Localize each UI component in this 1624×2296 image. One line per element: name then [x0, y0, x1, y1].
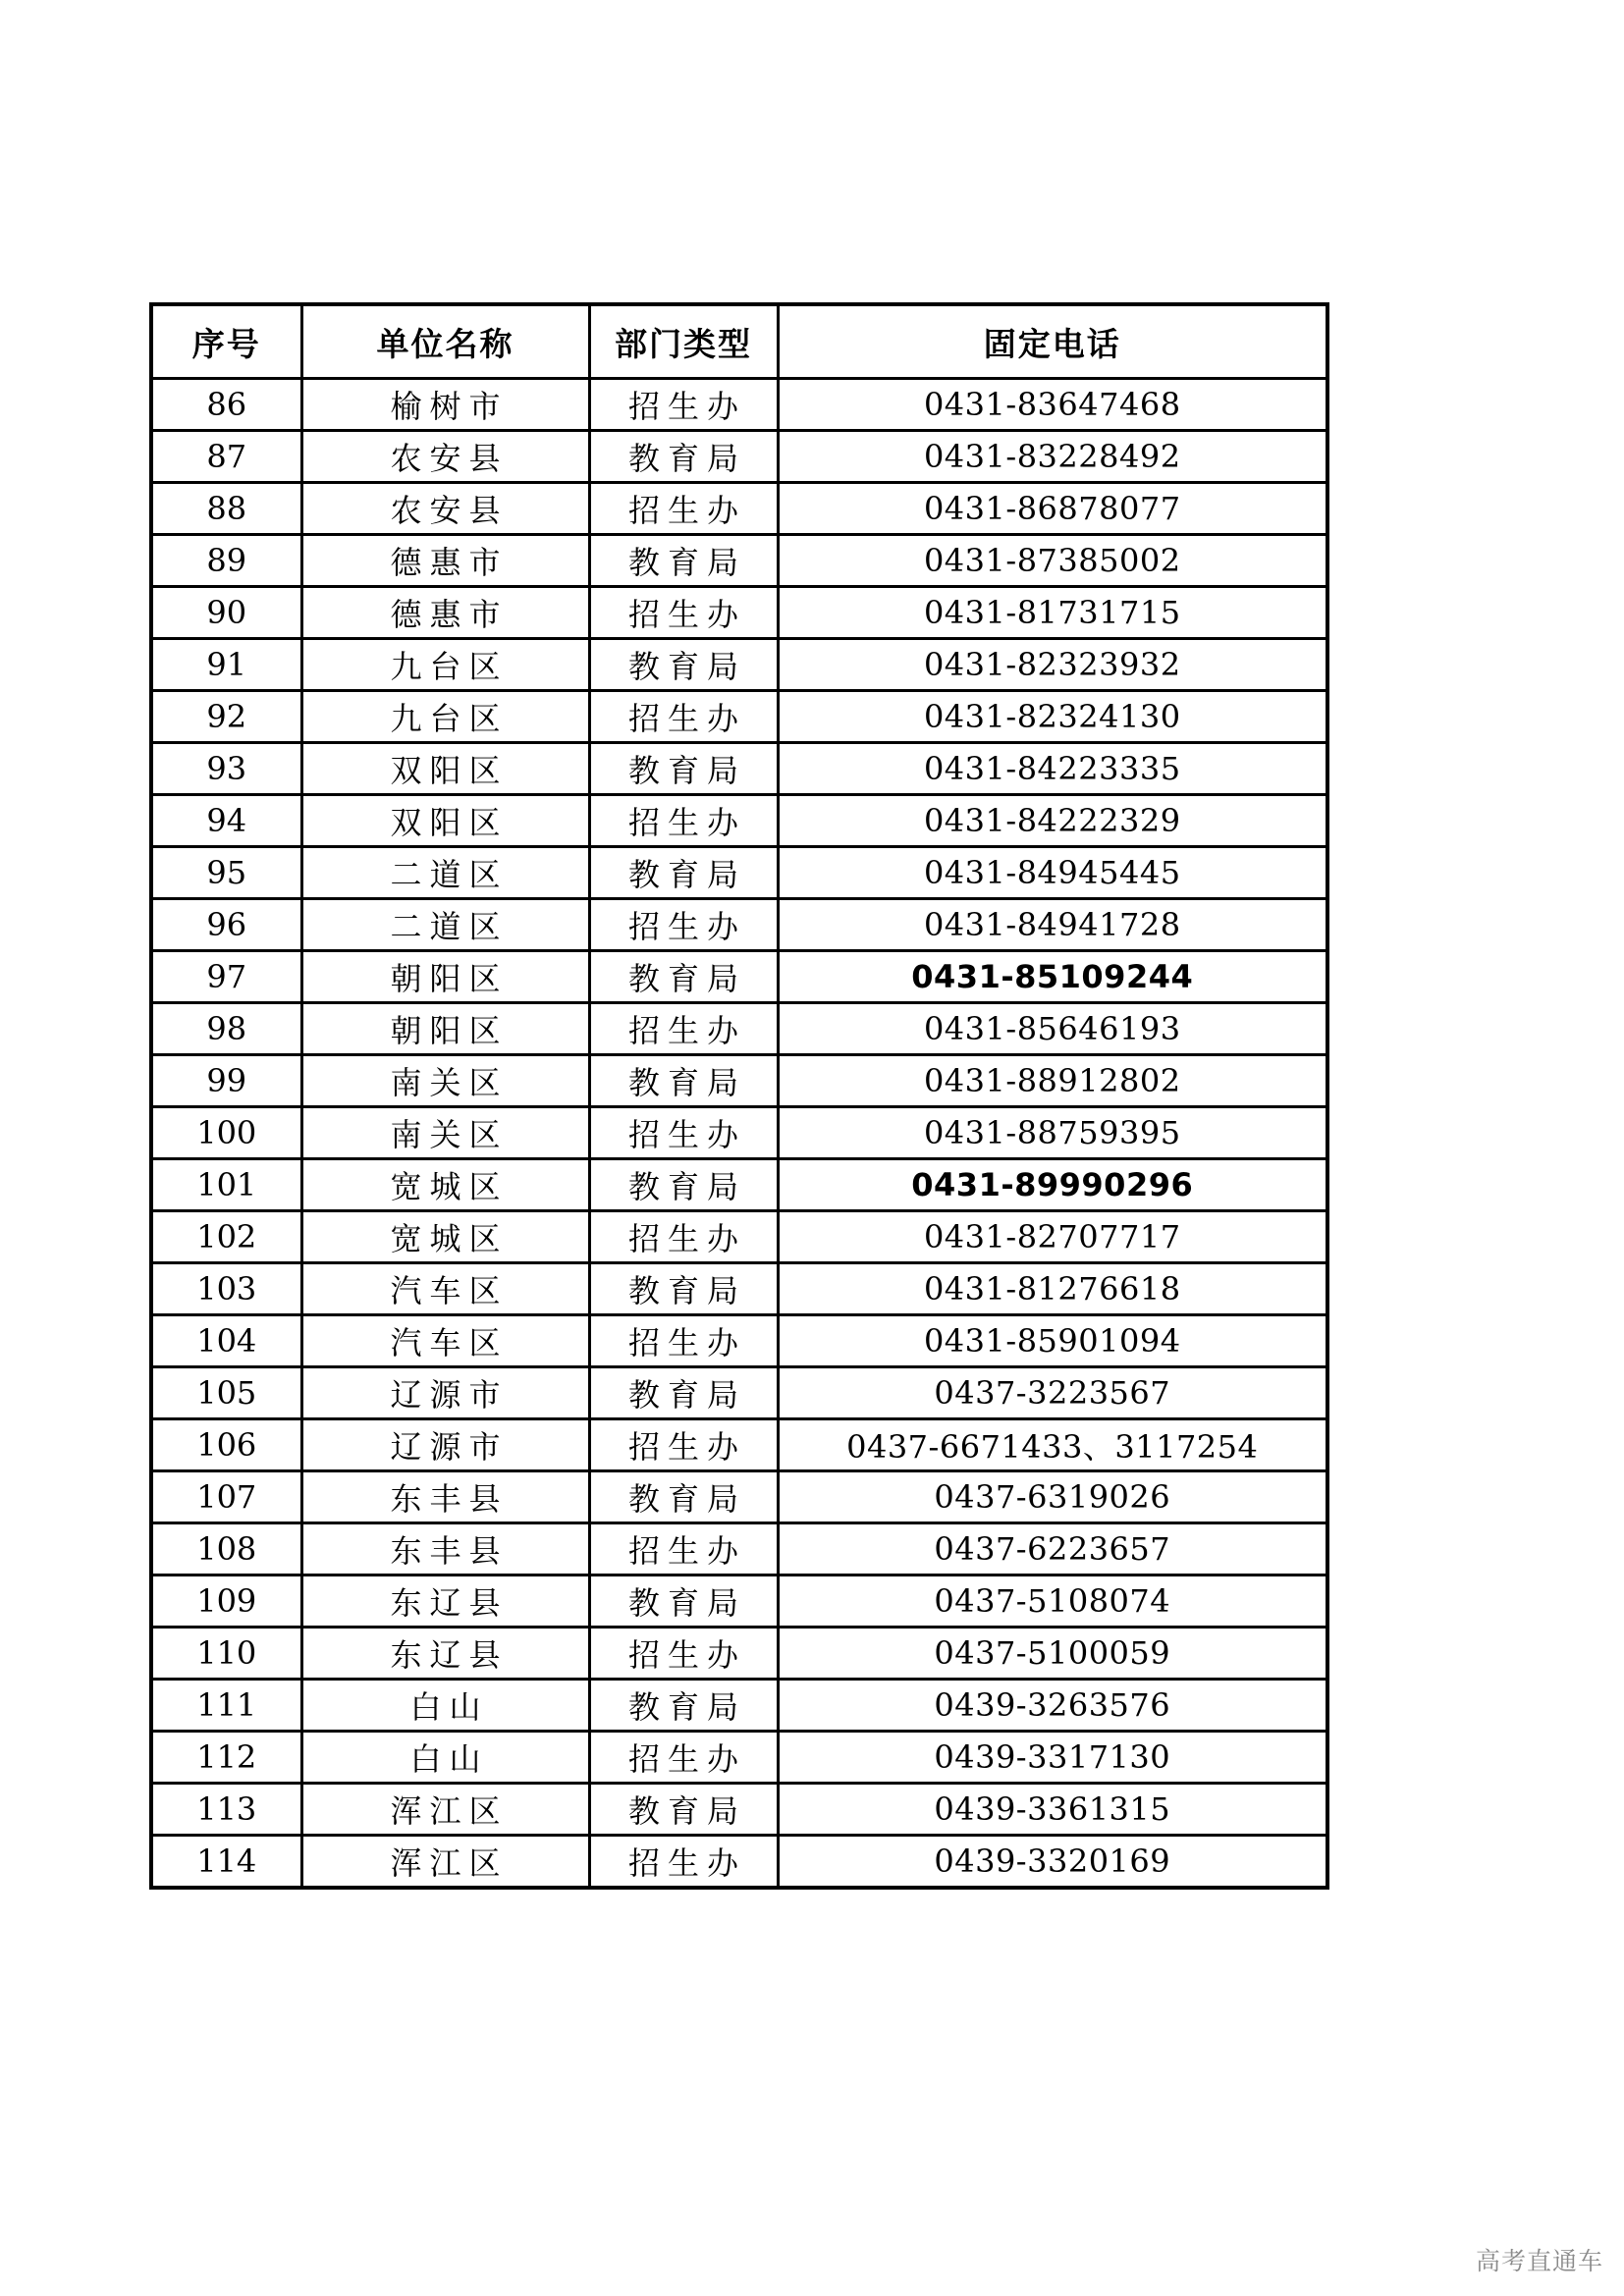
- table-row: [151, 483, 1327, 535]
- row-index: 111: [151, 1680, 301, 1732]
- row-dept-type: 招生办: [589, 1732, 778, 1784]
- table-row: [151, 1107, 1327, 1159]
- row-unit-name: 双阳区: [301, 795, 589, 847]
- row-unit-name: 农安县: [301, 431, 589, 483]
- row-unit-name: 朝阳区: [301, 951, 589, 1003]
- row-dept-type: 教育局: [589, 1055, 778, 1107]
- row-index: 110: [151, 1628, 301, 1680]
- row-unit-name: 白山: [301, 1680, 589, 1732]
- table-body: [151, 379, 1327, 1889]
- header-index: 序号: [151, 304, 301, 379]
- table-row: [151, 1263, 1327, 1315]
- table-header-row: [151, 304, 1327, 379]
- row-index: 94: [151, 795, 301, 847]
- table-row: [151, 1159, 1327, 1211]
- row-index: 106: [151, 1419, 301, 1471]
- row-dept-type: 教育局: [589, 1471, 778, 1523]
- row-unit-name: 二道区: [301, 847, 589, 899]
- row-unit-name: 白山: [301, 1732, 589, 1784]
- row-dept-type: 教育局: [589, 431, 778, 483]
- row-unit-name: 南关区: [301, 1055, 589, 1107]
- row-index: 108: [151, 1523, 301, 1575]
- row-dept-type: 招生办: [589, 379, 778, 431]
- table-row: [151, 847, 1327, 899]
- row-unit-name: 德惠市: [301, 535, 589, 587]
- row-dept-type: 教育局: [589, 1575, 778, 1628]
- row-unit-name: 宽城区: [301, 1159, 589, 1211]
- row-phone: 0431-83647468: [778, 379, 1327, 431]
- row-unit-name: 浑江区: [301, 1836, 589, 1889]
- row-unit-name: 双阳区: [301, 743, 589, 795]
- row-dept-type: 教育局: [589, 1680, 778, 1732]
- row-unit-name: 浑江区: [301, 1784, 589, 1836]
- row-phone: 0431-86878077: [778, 483, 1327, 535]
- row-unit-name: 榆树市: [301, 379, 589, 431]
- row-unit-name: 九台区: [301, 639, 589, 691]
- row-dept-type: 教育局: [589, 639, 778, 691]
- row-phone: 0437-6223657: [778, 1523, 1327, 1575]
- row-dept-type: 教育局: [589, 743, 778, 795]
- row-dept-type: 招生办: [589, 1628, 778, 1680]
- row-index: 101: [151, 1159, 301, 1211]
- table-row: [151, 431, 1327, 483]
- row-unit-name: 宽城区: [301, 1211, 589, 1263]
- row-index: 86: [151, 379, 301, 431]
- row-index: 112: [151, 1732, 301, 1784]
- row-dept-type: 教育局: [589, 535, 778, 587]
- row-dept-type: 教育局: [589, 847, 778, 899]
- row-phone: 0431-89990296: [778, 1159, 1327, 1211]
- table-row: [151, 899, 1327, 951]
- row-index: 96: [151, 899, 301, 951]
- row-phone: 0431-85646193: [778, 1003, 1327, 1055]
- row-dept-type: 招生办: [589, 1419, 778, 1471]
- row-phone: 0431-81276618: [778, 1263, 1327, 1315]
- row-unit-name: 九台区: [301, 691, 589, 743]
- row-index: 93: [151, 743, 301, 795]
- row-index: 105: [151, 1367, 301, 1419]
- row-unit-name: 辽源市: [301, 1367, 589, 1419]
- row-phone: 0431-81731715: [778, 587, 1327, 639]
- row-phone: 0431-85109244: [778, 951, 1327, 1003]
- row-unit-name: 东辽县: [301, 1575, 589, 1628]
- row-index: 114: [151, 1836, 301, 1889]
- row-unit-name: 德惠市: [301, 587, 589, 639]
- row-index: 103: [151, 1263, 301, 1315]
- row-dept-type: 招生办: [589, 691, 778, 743]
- row-dept-type: 招生办: [589, 483, 778, 535]
- table-row: [151, 951, 1327, 1003]
- row-phone: 0431-82324130: [778, 691, 1327, 743]
- row-phone: 0431-82323932: [778, 639, 1327, 691]
- header-unit-name: 单位名称: [301, 304, 589, 379]
- header-phone: 固定电话: [778, 304, 1327, 379]
- row-unit-name: 二道区: [301, 899, 589, 951]
- table-row: [151, 1055, 1327, 1107]
- row-index: 104: [151, 1315, 301, 1367]
- row-phone: 0431-84941728: [778, 899, 1327, 951]
- table-row: [151, 587, 1327, 639]
- row-dept-type: 教育局: [589, 951, 778, 1003]
- table-row: [151, 1628, 1327, 1680]
- row-index: 100: [151, 1107, 301, 1159]
- row-index: 91: [151, 639, 301, 691]
- table-row: [151, 1003, 1327, 1055]
- row-dept-type: 招生办: [589, 1003, 778, 1055]
- table-row: [151, 1471, 1327, 1523]
- row-phone: 0431-83228492: [778, 431, 1327, 483]
- row-phone: 0431-84223335: [778, 743, 1327, 795]
- row-dept-type: 招生办: [589, 899, 778, 951]
- table-row: [151, 691, 1327, 743]
- row-phone: 0439-3320169: [778, 1836, 1327, 1889]
- row-dept-type: 招生办: [589, 1523, 778, 1575]
- table-row: [151, 1367, 1327, 1419]
- row-dept-type: 教育局: [589, 1263, 778, 1315]
- table-row: [151, 639, 1327, 691]
- table-row: [151, 1315, 1327, 1367]
- row-dept-type: 教育局: [589, 1367, 778, 1419]
- watermark: 高考直通车: [1476, 2247, 1604, 2275]
- table-row: [151, 379, 1327, 431]
- table-row: [151, 1680, 1327, 1732]
- table-row: [151, 1732, 1327, 1784]
- row-unit-name: 南关区: [301, 1107, 589, 1159]
- row-index: 89: [151, 535, 301, 587]
- row-phone: 0437-3223567: [778, 1367, 1327, 1419]
- row-dept-type: 招生办: [589, 1107, 778, 1159]
- table-row: [151, 1575, 1327, 1628]
- row-phone: 0439-3263576: [778, 1680, 1327, 1732]
- table-row: [151, 535, 1327, 587]
- row-index: 99: [151, 1055, 301, 1107]
- row-index: 102: [151, 1211, 301, 1263]
- row-index: 88: [151, 483, 301, 535]
- row-phone: 0437-5100059: [778, 1628, 1327, 1680]
- row-index: 109: [151, 1575, 301, 1628]
- row-dept-type: 教育局: [589, 1159, 778, 1211]
- row-phone: 0431-88759395: [778, 1107, 1327, 1159]
- row-phone: 0439-3317130: [778, 1732, 1327, 1784]
- row-index: 97: [151, 951, 301, 1003]
- table-row: [151, 1419, 1327, 1471]
- table-row: [151, 795, 1327, 847]
- row-phone: 0431-87385002: [778, 535, 1327, 587]
- row-phone: 0439-3361315: [778, 1784, 1327, 1836]
- row-dept-type: 招生办: [589, 1211, 778, 1263]
- table-row: [151, 1784, 1327, 1836]
- row-dept-type: 招生办: [589, 1315, 778, 1367]
- row-index: 107: [151, 1471, 301, 1523]
- row-index: 92: [151, 691, 301, 743]
- row-index: 98: [151, 1003, 301, 1055]
- row-unit-name: 东丰县: [301, 1471, 589, 1523]
- row-index: 113: [151, 1784, 301, 1836]
- row-phone: 0431-85901094: [778, 1315, 1327, 1367]
- row-phone: 0437-6671433、3117254: [778, 1419, 1327, 1471]
- row-unit-name: 汽车区: [301, 1263, 589, 1315]
- table-row: [151, 1211, 1327, 1263]
- row-dept-type: 招生办: [589, 1836, 778, 1889]
- table-row: [151, 1523, 1327, 1575]
- header-dept-type: 部门类型: [589, 304, 778, 379]
- row-dept-type: 招生办: [589, 795, 778, 847]
- row-unit-name: 农安县: [301, 483, 589, 535]
- table-row: [151, 1836, 1327, 1889]
- row-index: 90: [151, 587, 301, 639]
- table-row: [151, 743, 1327, 795]
- contact-table: [149, 302, 1329, 1890]
- row-dept-type: 招生办: [589, 587, 778, 639]
- row-phone: 0437-5108074: [778, 1575, 1327, 1628]
- row-phone: 0431-88912802: [778, 1055, 1327, 1107]
- row-phone: 0431-84945445: [778, 847, 1327, 899]
- row-phone: 0431-84222329: [778, 795, 1327, 847]
- row-unit-name: 汽车区: [301, 1315, 589, 1367]
- row-phone: 0437-6319026: [778, 1471, 1327, 1523]
- row-phone: 0431-82707717: [778, 1211, 1327, 1263]
- row-index: 95: [151, 847, 301, 899]
- row-unit-name: 东辽县: [301, 1628, 589, 1680]
- row-unit-name: 朝阳区: [301, 1003, 589, 1055]
- row-index: 87: [151, 431, 301, 483]
- row-unit-name: 辽源市: [301, 1419, 589, 1471]
- row-unit-name: 东丰县: [301, 1523, 589, 1575]
- row-dept-type: 教育局: [589, 1784, 778, 1836]
